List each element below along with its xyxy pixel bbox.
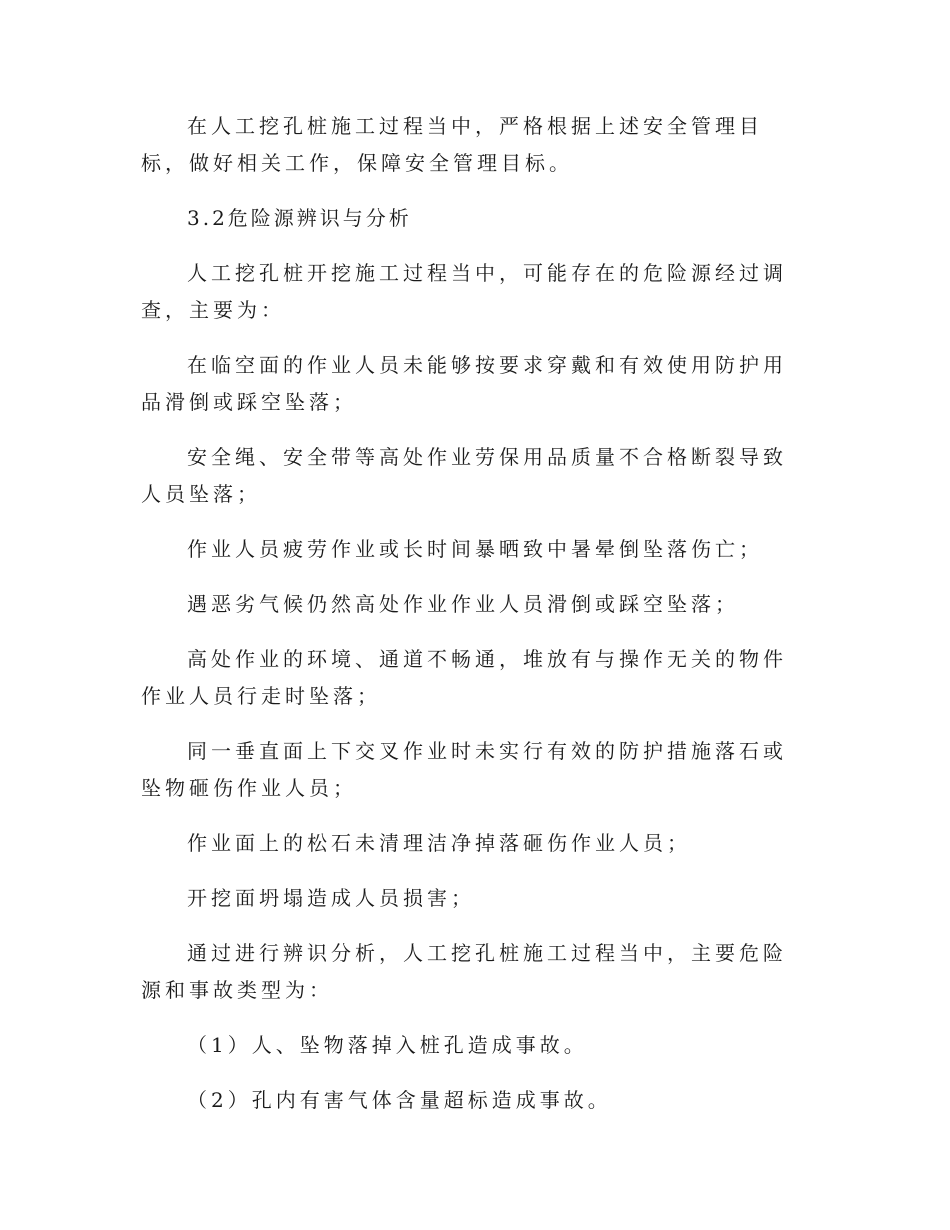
section-heading-hazard-identification: 3.2危险源辨识与分析 xyxy=(187,206,412,230)
paragraph-hazard-1: 在临空面的作业人员未能够按要求穿戴和有效使用防护用品滑倒或踩空坠落； xyxy=(141,353,787,414)
paragraph-hazard-6: 同一垂直面上下交叉作业时未实行有效的防护措施落石或坠物砸伤作业人员； xyxy=(141,739,787,800)
paragraph-hazard-intro: 人工挖孔桩开挖施工过程当中，可能存在的危险源经过调查，主要为： xyxy=(141,261,787,322)
paragraph-hazard-8: 开挖面坍塌造成人员损害； xyxy=(187,886,475,910)
paragraph-hazard-3: 作业人员疲劳作业或长时间暴晒致中暑晕倒坠落伤亡； xyxy=(187,537,763,561)
list-item-accident-type-2: （2）孔内有害气体含量超标造成事故。 xyxy=(187,1088,612,1112)
paragraph-hazard-7: 作业面上的松石未清理洁净掉落砸伤作业人员； xyxy=(187,831,691,855)
paragraph-analysis-summary: 通过进行辨识分析，人工挖孔桩施工过程当中，主要危险源和事故类型为： xyxy=(141,941,787,1002)
document-body xyxy=(141,108,801,1137)
paragraph-hazard-2: 安全绳、安全带等高处作业劳保用品质量不合格断裂导致人员坠落； xyxy=(141,445,787,506)
paragraph-hazard-5: 高处作业的环境、通道不畅通，堆放有与操作无关的物件作业人员行走时坠落； xyxy=(141,647,787,708)
paragraph-safety-target: 在人工挖孔桩施工过程当中，严格根据上述安全管理目标，做好相关工作，保障安全管理目标。 xyxy=(141,114,763,175)
list-item-accident-type-1: （1）人、坠物落掉入桩孔造成事故。 xyxy=(187,1033,588,1057)
paragraph-hazard-4: 遇恶劣气候仍然高处作业作业人员滑倒或踩空坠落； xyxy=(187,592,739,616)
